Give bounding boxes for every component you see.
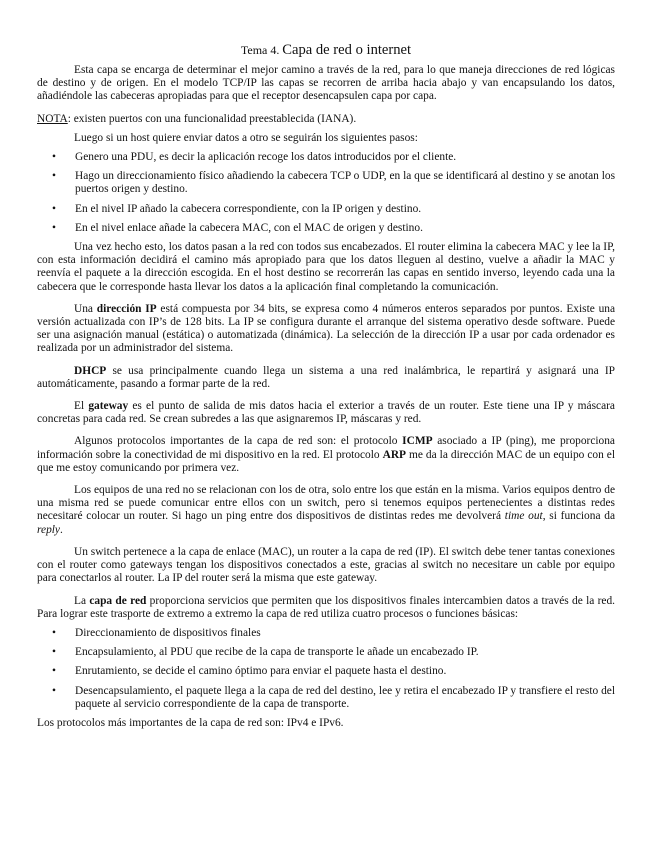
arp-term: ARP <box>382 448 407 461</box>
protocols-mid: asociado a IP (ping), me proporciona información sobre la conectividad de mi dispositivo en la red. El protocolo <box>37 435 615 461</box>
capa-pre: La <box>74 594 90 607</box>
gateway-post: es el punto de salida de mis datos hacia el exterior a través de un router. Este tiene una IP y máscara concretas para cada red. Se crean subredes a las que asignaremos IP, máscaras y red. <box>37 400 615 426</box>
title-prefix: Tema 4. <box>240 43 280 57</box>
steps-intro: Luego si un host quiere enviar datos a otro se seguirán los siguientes pasos: <box>74 131 418 144</box>
nota-label: NOTA <box>37 112 68 125</box>
protocols-pre: Algunos protocolos importantes de la capa de red son: el protocolo <box>74 435 403 448</box>
list-item <box>37 685 615 711</box>
bullet-icon: • <box>52 684 56 697</box>
bullet-icon: • <box>52 151 56 164</box>
dhcp-post: se usa principalmente cuando llega un sistema a una red inalámbrica, le repartirá y asignará una IP automáticamente, pasando a formar parte de la red. <box>37 364 615 390</box>
ip-term: dirección IP <box>96 302 157 315</box>
list-item-text: En el nivel enlace añade la cabecera MAC, con el MAC de origen y destino. <box>75 221 423 234</box>
capa-paragraph <box>37 595 615 621</box>
after-steps-paragraph: Una vez hecho esto, los datos pasan a la red con todos sus encabezados. El router elimina la cabecera MAC y lee la IP, con esta información decidirá el camino más apropiado para que los datos lleguen al destino, vuelve a añadir la MAC y reenvía el paquete a la dirección escogida. En el host destino se recorrerán las capas en sentido inverso, leyendo cada una la cabecera que le corresponde hasta llevar los datos a la aplicación final completando la comunicación. <box>37 241 615 293</box>
intro-paragraph: Esta capa se encarga de determinar el mejor camino a través de la red, para lo que maneja direcciones de red lógicas de destino y de origen. En el modelo TCP/IP las capas se recorren de arriba hacia abajo y van encapsulando los datos, añadiéndole las cabeceras apropiadas para que el receptor desencapsulen capa por capa. <box>37 64 615 103</box>
equipos-paragraph <box>37 484 615 537</box>
reply-term: reply <box>37 523 60 536</box>
bullet-icon: • <box>52 626 56 639</box>
list-item <box>37 222 615 235</box>
list-item-text: Hago un direccionamiento físico añadiendo la cabecera TCP o UDP, en la que se identificará al destino y se anotan los puertos origen y destino. <box>75 170 615 196</box>
processes-list <box>37 627 615 711</box>
list-item <box>37 170 615 196</box>
nota-paragraph <box>37 113 615 126</box>
list-item-text: Encapsulamiento, al PDU que recibe de la capa de transporte le añade un encabezado IP. <box>75 646 479 659</box>
bullet-icon: • <box>52 221 56 234</box>
dhcp-paragraph <box>37 365 615 391</box>
bullet-icon: • <box>52 170 56 183</box>
list-item-text: Desencapsulamiento, el paquete llega a la capa de red del destino, lee y retira el encabezado IP y transfiere el resto del paquete al servicio correspondiente de la capa de transporte. <box>75 684 615 710</box>
switch-paragraph: Un switch pertenece a la capa de enlace (MAC), un router a la capa de red (IP). El switch debe tener tantas conexiones con el router como gateways tengan los dispositivos conectados a este, gracias al switch no necesitare un cable por equipo para conectarlos al router. La IP del router será la misma que este gateway. <box>37 545 615 585</box>
ip-pre: Una <box>74 302 97 315</box>
list-item-text: Genero una PDU, es decir la aplicación recoge los datos introducidos por el cliente. <box>75 151 457 164</box>
list-item <box>37 203 615 216</box>
bullet-icon: • <box>52 202 56 215</box>
protocols-paragraph <box>37 435 615 475</box>
page-title <box>37 42 615 59</box>
list-item <box>37 627 615 640</box>
bullet-icon: • <box>52 665 56 678</box>
list-item <box>37 151 615 164</box>
equipos-mid: , si funciona da <box>542 510 616 523</box>
list-item <box>37 665 615 678</box>
list-item-text: En el nivel IP añado la cabecera correspondiente, con la IP origen y destino. <box>75 202 422 215</box>
bullet-icon: • <box>52 646 56 659</box>
time-out-term: time out <box>504 510 543 523</box>
steps-list <box>37 151 615 235</box>
gateway-pre: El <box>74 400 89 413</box>
equipos-pre: Los equipos de una red no se relacionan con los de otra, solo entre los que están en la misma. Varios equipos dentro de una misma red se puede comunicar entre ellos con un switch, pero si tenemos equipos pertenecientes a distintas redes necesitaré colocar un router. Si hago un ping entre dos dispositivos de distintas redes me devolverá <box>37 484 615 523</box>
ip-paragraph <box>37 303 615 356</box>
nota-text: : existen puertos con una funcionalidad preestablecida (IANA). <box>67 112 357 125</box>
capa-term: capa de red <box>89 594 147 607</box>
dhcp-term: DHCP <box>74 364 107 377</box>
list-item-text: Direccionamiento de dispositivos finales <box>75 626 261 639</box>
gateway-paragraph <box>37 400 615 426</box>
equipos-post: . <box>59 523 63 536</box>
ip-post: está compuesta por 34 bits, se expresa como 4 números enteros separados por puntos. Existe una versión actualizada con IP’s de 128 bits. La IP se configura durante el arranque del sistema operativo desde software. Puede ser una asignación manual (estática) o automatizada (dinámica). La selección de la dirección IP a usar por cada ordenador es realizada por un administrador del sistema. <box>37 302 616 355</box>
icmp-term: ICMP <box>402 435 433 448</box>
gateway-term: gateway <box>88 400 129 413</box>
capa-post: proporciona servicios que permiten que los dispositivos finales intercambien datos a través de la red. Para lograr este trasporte de extremo a extremo la capa de red utiliza cuatro procesos o funciones básicas: <box>37 594 616 620</box>
list-item-text: Enrutamiento, se decide el camino óptimo para enviar el paquete hasta el destino. <box>75 665 447 678</box>
protocols-post: me da la dirección MAC de un equipo con el que me estoy comunicando por primera vez. <box>37 448 615 474</box>
title-main: Capa de red o internet <box>282 42 412 58</box>
list-item <box>37 646 615 659</box>
closing-paragraph: Los protocolos más importantes de la capa de red son: IPv4 e IPv6. <box>37 716 344 729</box>
